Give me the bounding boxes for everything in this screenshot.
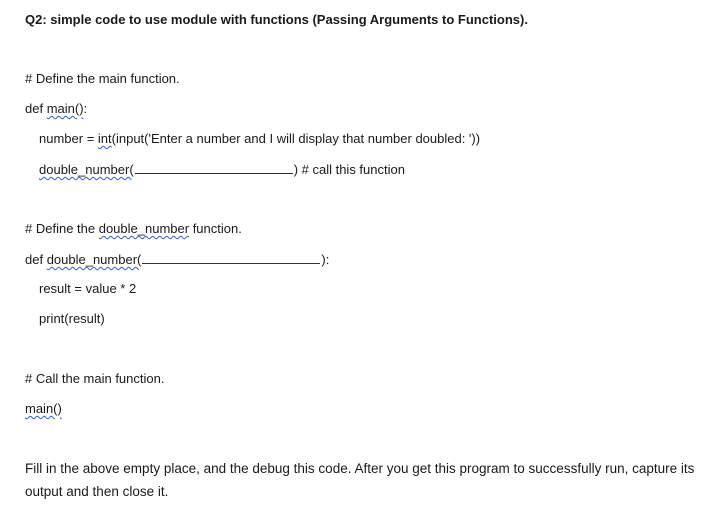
def2-function-name: double_number( xyxy=(46,252,142,267)
comment-define-double-number xyxy=(25,221,242,237)
question-title: Q2: simple code to use module with functions (Passing Arguments to Functions). xyxy=(25,12,528,27)
comment-call-main: # Call the main function. xyxy=(25,371,165,386)
comment-define-main: # Define the main function. xyxy=(25,71,180,86)
def-colon: : xyxy=(83,101,88,116)
instructions-paragraph: Fill in the above empty place, and the debug this code. After you get this program to successfully run, capture its output and then close it. xyxy=(25,461,695,499)
number-input-call: (input('Enter a number and I will display that number doubled: ')) xyxy=(111,131,481,146)
def2-keyword: def xyxy=(25,252,47,267)
main-call: main() xyxy=(25,401,62,416)
def-double-number-line xyxy=(25,251,329,268)
call-comment: ) # call this function xyxy=(293,162,405,177)
double-number-call-name: double_number( xyxy=(39,162,134,177)
int-word: int xyxy=(97,131,112,146)
comment-suffix: function. xyxy=(189,221,242,236)
main-call-line xyxy=(25,401,62,417)
result-line: result = value * 2 xyxy=(39,281,137,296)
fill-in-blank-argument xyxy=(135,161,293,174)
fill-in-blank-parameter xyxy=(142,251,320,264)
def2-close: ): xyxy=(321,252,330,267)
number-assignment-line xyxy=(39,131,480,147)
number-prefix: number = xyxy=(39,131,98,146)
double-number-call-line xyxy=(39,161,405,178)
def-keyword: def xyxy=(25,101,47,116)
def-main-line xyxy=(25,101,87,117)
print-line: print(result) xyxy=(39,311,105,326)
comment-prefix: # Define the xyxy=(25,221,99,236)
comment-function-name: double_number xyxy=(98,221,190,236)
main-function-name: main() xyxy=(46,101,84,116)
